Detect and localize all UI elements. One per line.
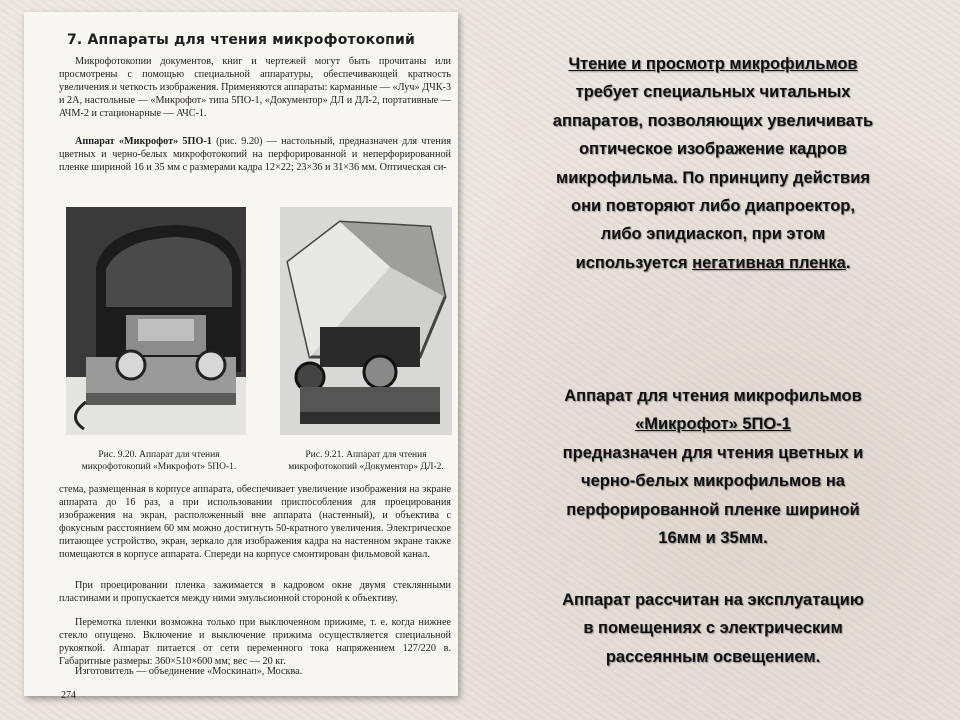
panel-line: перфорированной пленке шириной — [566, 500, 860, 519]
panel-line: в помещениях с электрическим — [583, 619, 843, 638]
panel-line: рассеянным освещением. — [605, 647, 821, 666]
scan-mikrofot-heading: Аппарат «Микрофот» 5ПО-1 — [75, 136, 212, 147]
scan-mikrofot-text: (рис. 9.20) — настольный, предназначен для чтения цветных и черно-белых микрофотокопий на перфорированной и неперфорированной пленке шириной 16 и 35 мм с размерами кадра 12×22; 23×36 и 31×36 мм. Оптическая си- — [59, 136, 451, 173]
panel-line: Аппарат для чтения микрофильмов — [564, 387, 862, 405]
scan-page-number: 274 — [61, 690, 76, 701]
panel-line: они повторяют либо диапроектор, — [571, 197, 855, 216]
panel-block-mikrofot — [488, 382, 938, 552]
caption-figure-9-20: Рис. 9.20. Аппарат для чтения микрофотокопий «Микрофот» 5ПО-1. — [81, 450, 237, 472]
panel-line: аппаратов, позволяющих увеличивать — [552, 111, 874, 130]
scan-section-title: 7. Аппараты для чтения микрофотокопий — [66, 32, 416, 48]
panel-block-reading-microfilms — [488, 50, 938, 277]
scan-paragraph-mikrofot — [59, 136, 451, 175]
panel-line-negative-film — [488, 249, 938, 277]
panel-block-operation — [488, 586, 938, 671]
panel-text: используется — [575, 253, 693, 272]
panel-line: черно-белых микрофильмов на — [581, 472, 845, 491]
heading-reading-microfilms: Чтение и просмотр микрофильмов — [568, 55, 858, 73]
panel-line: Аппарат рассчитан на эксплуатацию — [562, 591, 864, 609]
photo-dokumentor-apparatus — [280, 207, 452, 435]
panel-line: требует специальных читальных — [575, 83, 851, 102]
negative-film-link[interactable]: негативная пленка — [692, 253, 846, 272]
panel-line: 16мм и 35мм. — [658, 529, 768, 548]
scan-paragraph-rewind: Перемотка пленки возможна только при выключенном прижиме, т. е. когда нижнее стекло опущено. Включение и выключение прижима осуществляется специальной рукояткой. Аппарат питается от сети переменного тока напряжением 127/220 в. Габаритные размеры: 360×510×600 мм; вес — 20 кг. — [59, 617, 451, 667]
scanned-book-page — [24, 12, 458, 701]
scan-paragraph-projection: При проецировании пленка зажимается в кадровом окне двумя стеклянными пластинами и пропускается между ними эмульсионной стороной к объективу. — [59, 580, 451, 604]
panel-text: . — [845, 253, 851, 272]
panel-line: либо эпидиаскоп, при этом — [600, 225, 826, 244]
scan-paragraph-manufacturer: Изготовитель — объединение «Москинап», Москва. — [75, 666, 303, 677]
photo-mikrofot-apparatus — [66, 207, 246, 435]
caption-figure-9-21: Рис. 9.21. Аппарат для чтения микрофотокопий «Документор» ДЛ-2. — [288, 450, 444, 472]
panel-line: предназначен для чтения цветных и — [562, 443, 864, 462]
scan-paragraph-intro: Микрофотокопии документов, книг и чертежей могут быть прочитаны или просмотрены с помощью специальной аппаратуры, обеспечивающей кратность увеличения и четкость изображения. Применяются аппараты: карманные — «Луч» ДЧК-3 и 2А, настольные — «Микрофот» типа 5ПО-1, «Документор» ДЛ и ДЛ-2, портативные — АЧМ-2 и стационарные — АЧС-1. — [59, 56, 451, 119]
scan-paragraph-optics: стема, размещенная в корпусе аппарата, обеспечивает увеличение изображения на экране аппарата до 16 раз, а при использовании приспособления для проецирования изображения на экран, расположенный вне аппарата (настенный), и объектива с фокусным расстоянием 60 мм можно достигнуть 50-кратного увеличения. Электрическое питающее устройство, экран, зеркало для изображения кадра на настенном экране также помещаются в корпусе аппарата. Спереди на корпусе смонтирован фильмовой канал. — [59, 484, 451, 560]
panel-line: микрофильма. По принципу действия — [556, 168, 870, 187]
mikrofot-link[interactable]: «Микрофот» 5ПО-1 — [635, 415, 791, 434]
panel-line: оптическое изображение кадров — [578, 140, 848, 159]
